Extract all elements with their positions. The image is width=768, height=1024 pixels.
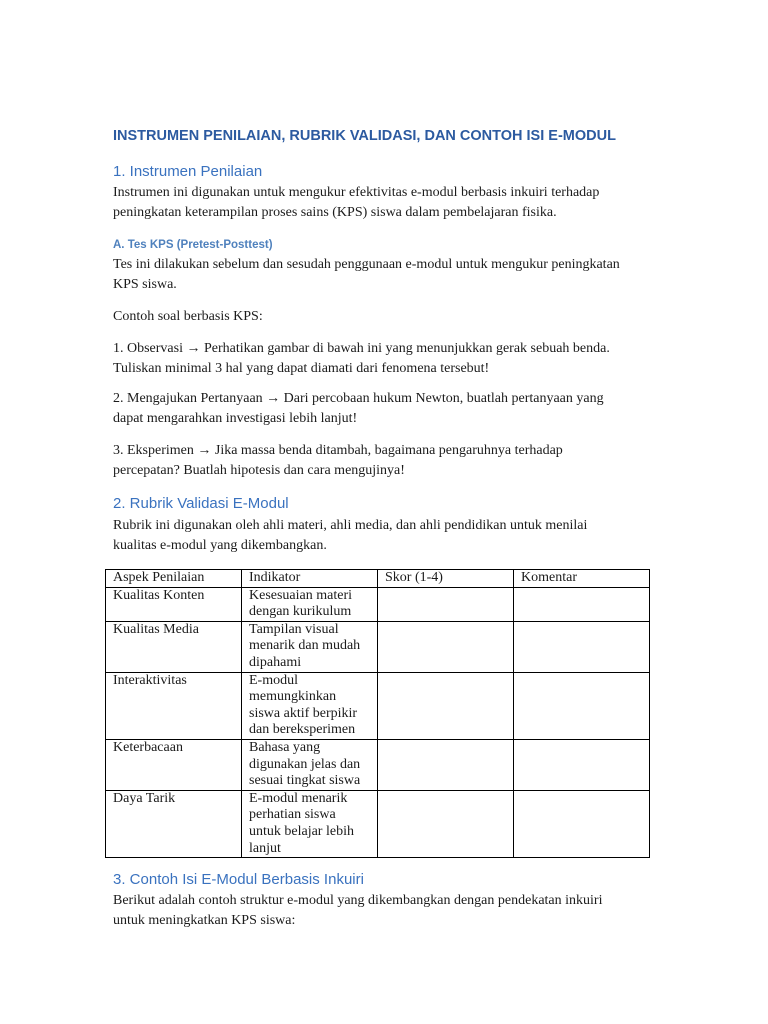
text-line: Tes ini dilakukan sebelum dan sesudah penggunaan e-modul untuk mengukur peningkatan xyxy=(113,257,620,272)
header-indicator: Indikator xyxy=(242,570,378,588)
score-cell xyxy=(378,790,514,857)
table-row xyxy=(106,672,650,739)
indicator-cell xyxy=(242,621,378,672)
header-score: Skor (1-4) xyxy=(378,570,514,588)
indicator-cell xyxy=(242,672,378,739)
indicator-line: Tampilan visual xyxy=(249,621,339,637)
score-cell xyxy=(378,587,514,621)
aspect-cell: Daya Tarik xyxy=(106,790,242,857)
text-line: 2. Mengajukan Pertanyaan → Dari percobaan hukum Newton, buatlah pertanyaan yang xyxy=(113,391,604,406)
score-cell xyxy=(378,672,514,739)
text-line: dapat mengarahkan investigasi lebih lanjut! xyxy=(113,410,358,426)
text-line: peningkatan keterampilan proses sains (KPS) siswa dalam pembelajaran fisika. xyxy=(113,204,557,220)
indicator-line: dipahami xyxy=(249,654,302,670)
question-2 xyxy=(113,389,604,428)
text-line: KPS siswa. xyxy=(113,276,177,292)
question-3 xyxy=(113,441,563,480)
test-description xyxy=(113,255,620,294)
indicator-cell xyxy=(242,790,378,857)
text-line: Tuliskan minimal 3 hal yang dapat diamati dari fenomena tersebut! xyxy=(113,360,490,376)
indicator-line: menarik dan mudah xyxy=(249,638,361,654)
section-3-intro xyxy=(113,891,602,930)
section-3-heading: 3. Contoh Isi E-Modul Berbasis Inkuiri xyxy=(113,871,364,888)
text-line: untuk meningkatkan KPS siswa: xyxy=(113,912,296,928)
text-line: 3. Eksperimen → Jika massa benda ditambah, bagaimana pengaruhnya terhadap xyxy=(113,443,563,458)
subheading-tes-kps: A. Tes KPS (Pretest-Posttest) xyxy=(113,239,273,251)
aspect-cell: Keterbacaan xyxy=(106,739,242,790)
aspect-cell: Kualitas Konten xyxy=(106,587,242,621)
comment-cell xyxy=(514,739,650,790)
table-row xyxy=(106,587,650,621)
comment-cell xyxy=(514,621,650,672)
table-header-row xyxy=(106,570,650,588)
comment-cell xyxy=(514,790,650,857)
score-cell xyxy=(378,739,514,790)
table-row xyxy=(106,790,650,857)
text-line: Instrumen ini digunakan untuk mengukur efektivitas e-modul berbasis inkuiri terhadap xyxy=(113,185,600,200)
text-line: Contoh soal berbasis KPS: xyxy=(113,309,263,324)
indicator-line: E-modul xyxy=(249,672,298,688)
indicator-cell xyxy=(242,587,378,621)
aspect-cell: Interaktivitas xyxy=(106,672,242,739)
aspect-cell: Kualitas Media xyxy=(106,621,242,672)
question-1 xyxy=(113,339,610,378)
indicator-line: perhatian siswa xyxy=(249,807,336,823)
indicator-line: untuk belajar lebih xyxy=(249,823,354,839)
header-comment: Komentar xyxy=(514,570,650,588)
text-line: kualitas e-modul yang dikembangkan. xyxy=(113,537,327,553)
header-aspect: Aspek Penilaian xyxy=(106,570,242,588)
indicator-line: sesuai tingkat siswa xyxy=(249,773,361,789)
indicator-line: siswa aktif berpikir xyxy=(249,705,358,721)
indicator-cell xyxy=(242,739,378,790)
indicator-line: Kesesuaian materi xyxy=(249,587,353,603)
comment-cell xyxy=(514,672,650,739)
indicator-line: Bahasa yang xyxy=(249,739,321,755)
indicator-line: E-modul menarik xyxy=(249,790,348,806)
examples-label xyxy=(113,307,263,327)
indicator-line: dan bereksperimen xyxy=(249,722,356,738)
section-1-heading: 1. Instrumen Penilaian xyxy=(113,163,263,180)
document-title: INSTRUMEN PENILAIAN, RUBRIK VALIDASI, DAN CONTOH ISI E-MODUL xyxy=(113,128,616,144)
comment-cell xyxy=(514,587,650,621)
indicator-line: lanjut xyxy=(249,840,281,856)
text-line: 1. Observasi → Perhatikan gambar di bawah ini yang menunjukkan gerak sebuah benda. xyxy=(113,341,610,356)
section-2-heading: 2. Rubrik Validasi E-Modul xyxy=(113,495,289,512)
indicator-line: dengan kurikulum xyxy=(249,604,352,620)
rubric-table xyxy=(105,569,650,858)
table-row xyxy=(106,621,650,672)
indicator-line: digunakan jelas dan xyxy=(249,756,361,772)
rubric-table-body xyxy=(106,587,650,858)
text-line: Berikut adalah contoh struktur e-modul yang dikembangkan dengan pendekatan inkuiri xyxy=(113,893,603,908)
section-1-intro xyxy=(113,183,599,222)
indicator-line: memungkinkan xyxy=(249,689,337,705)
text-line: percepatan? Buatlah hipotesis dan cara mengujinya! xyxy=(113,462,405,478)
text-line: Rubrik ini digunakan oleh ahli materi, ahli media, dan ahli pendidikan untuk menilai xyxy=(113,518,588,533)
section-2-intro xyxy=(113,516,587,555)
score-cell xyxy=(378,621,514,672)
table-row xyxy=(106,739,650,790)
